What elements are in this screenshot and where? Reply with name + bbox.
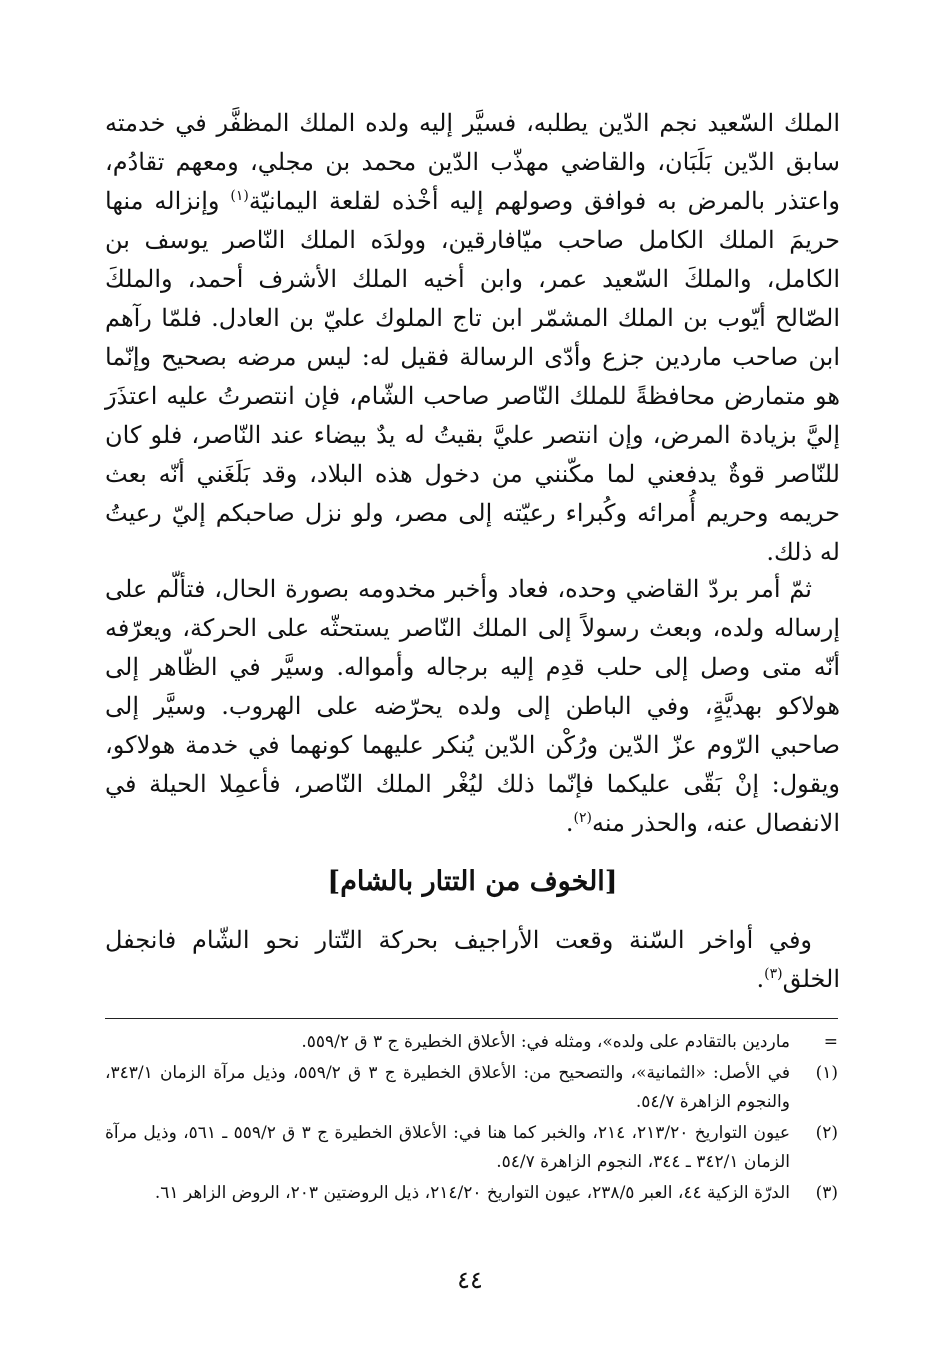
footnote-text: عيون التواريخ ٢١٣/٢٠، ٢١٤، والخبر كما هنا في: الأعلاق الخطيرة ج ٣ ق ٥٥٩/٢ ـ ٥٦١، وذيل مرآة الزمان ٣٤٢/١ ـ ٣٤٤، النجوم الزاهرة ٥٤/٧. — [105, 1123, 791, 1172]
footnote-ref-2: (٢) — [573, 810, 592, 826]
footnote-marker: (١) — [815, 1063, 838, 1083]
footnote-text: ماردين بالتقادم على ولده»، ومثله في: الأعلاق الخطيرة ج ٣ ق ٥٥٩/٢. — [301, 1032, 790, 1052]
paragraph-3 — [105, 921, 840, 999]
footnote-marker: = — [823, 1032, 838, 1052]
footnote-2 — [105, 1119, 840, 1177]
paragraph-2-text-a: ثمّ أمر بردّ القاضي وحده، فعاد وأخبر مخدومه بصورة الحال، فتألّم على إرساله ولده، وبعث رسولاً إلى الملك النّاصر يستحثّه على الحركة، ويعرّفه أنّه متى وصل إلى حلب قدِم إليه برجاله وأمواله. وسيَّر في الظّاهر إلى هولاكو بهديَّةٍ، وفي الباطن إلى ولده يحرّضه على الهروب. وسيَّر إلى صاحبي الرّوم عزّ الدّين ورُكْن الدّين يُنكر عليهما كونهما في خدمة هولاكو، ويقول: إنْ بَقّى عليكما فإنّما ذلك ليُغْر الملك النّاصر، فأعمِلا الحيلة في الانفصال عنه، والحذر منه — [105, 575, 840, 837]
footnote-1 — [105, 1059, 840, 1117]
paragraph-3-text-b: . — [756, 965, 765, 993]
paragraph-2 — [105, 570, 840, 843]
paragraph-2-text-b: . — [565, 809, 574, 837]
paragraph-1-text-a: الملك السّعيد نجم الدّين يطلبه، فسيَّر إليه ولده الملك المظفَّر في خدمته سابق الدّين بَلَبَان، والقاضي مهذّب الدّين محمد بن مجلي، ومعهم تقادُم، واعتذر بالمرض به فوافق وصولهم إليه أخْذه لقلعة اليمانيّة — [105, 109, 840, 215]
paragraph-3-text-a: وفي أواخر السّنة وقعت الأراجيف بحركة التّتار نحو الشّام فانجفل الخلق — [105, 926, 840, 993]
footnote-ref-3: (٣) — [764, 966, 783, 982]
footnote-continuation — [105, 1028, 840, 1057]
footnote-text: في الأصل: «الثمانية»، والتصحيح من: الأعلاق الخطيرة ج ٣ ق ٥٥٩/٢، وذيل مرآة الزمان ٣٤٣/١، والنجوم الزاهرة ٥٤/٧. — [105, 1063, 790, 1112]
footnote-marker: (٢) — [815, 1123, 838, 1143]
footnote-marker: (٣) — [815, 1183, 838, 1203]
paragraph-1-text-b: وإنزاله منها حريمَ الملك الكامل صاحب ميّافارقين، وولدَه الملك النّاصر يوسف بن الكامل، والملكَ السّعيد عمر، وابن أخيه الملك الأشرف أحمد، والملكَ الصّالح أيّوب بن الملك المشمّر ابن تاج الملوك عليّ بن العادل. فلمّا رآهم ابن صاحب ماردين جزع وأدّى الرسالة فقيل له: ليس مرضه بصحيح وإنّما هو متمارض محافظةً للملك النّاصر صاحب الشّام، فإن انتصرتُ عليه اعتذَرَ إليَّ بزيادة المرض، وإن انتصر عليَّ بقيتُ له يدٌ بيضاء عند النّاصر، فلو كان للنّاصر قوةٌ يدفعني لما مكّنني من دخول هذه البلاد، وقد بَلَغَني أنّه بعث حريمه وحريم أُمرائه وكُبراء رعيّته إلى مصر، ولو نزل صاحبكم إليّ رعيتُ له ذلك. — [105, 187, 840, 566]
footnote-divider — [105, 1018, 838, 1019]
footnote-text: الدرّة الزكية ٤٤، العبر ٢٣٨/٥، عيون التواريخ ٢١٤/٢٠، ذيل الروضتين ٢٠٣، الروض الزاهر ٦١. — [154, 1183, 790, 1203]
page-number: ٤٤ — [457, 1266, 483, 1294]
footnote-3 — [105, 1179, 840, 1208]
paragraph-1 — [105, 104, 840, 572]
section-heading: [الخوف من التتار بالشام] — [327, 866, 618, 897]
footnotes — [105, 1028, 840, 1210]
footnote-ref-1: (١) — [230, 188, 249, 204]
